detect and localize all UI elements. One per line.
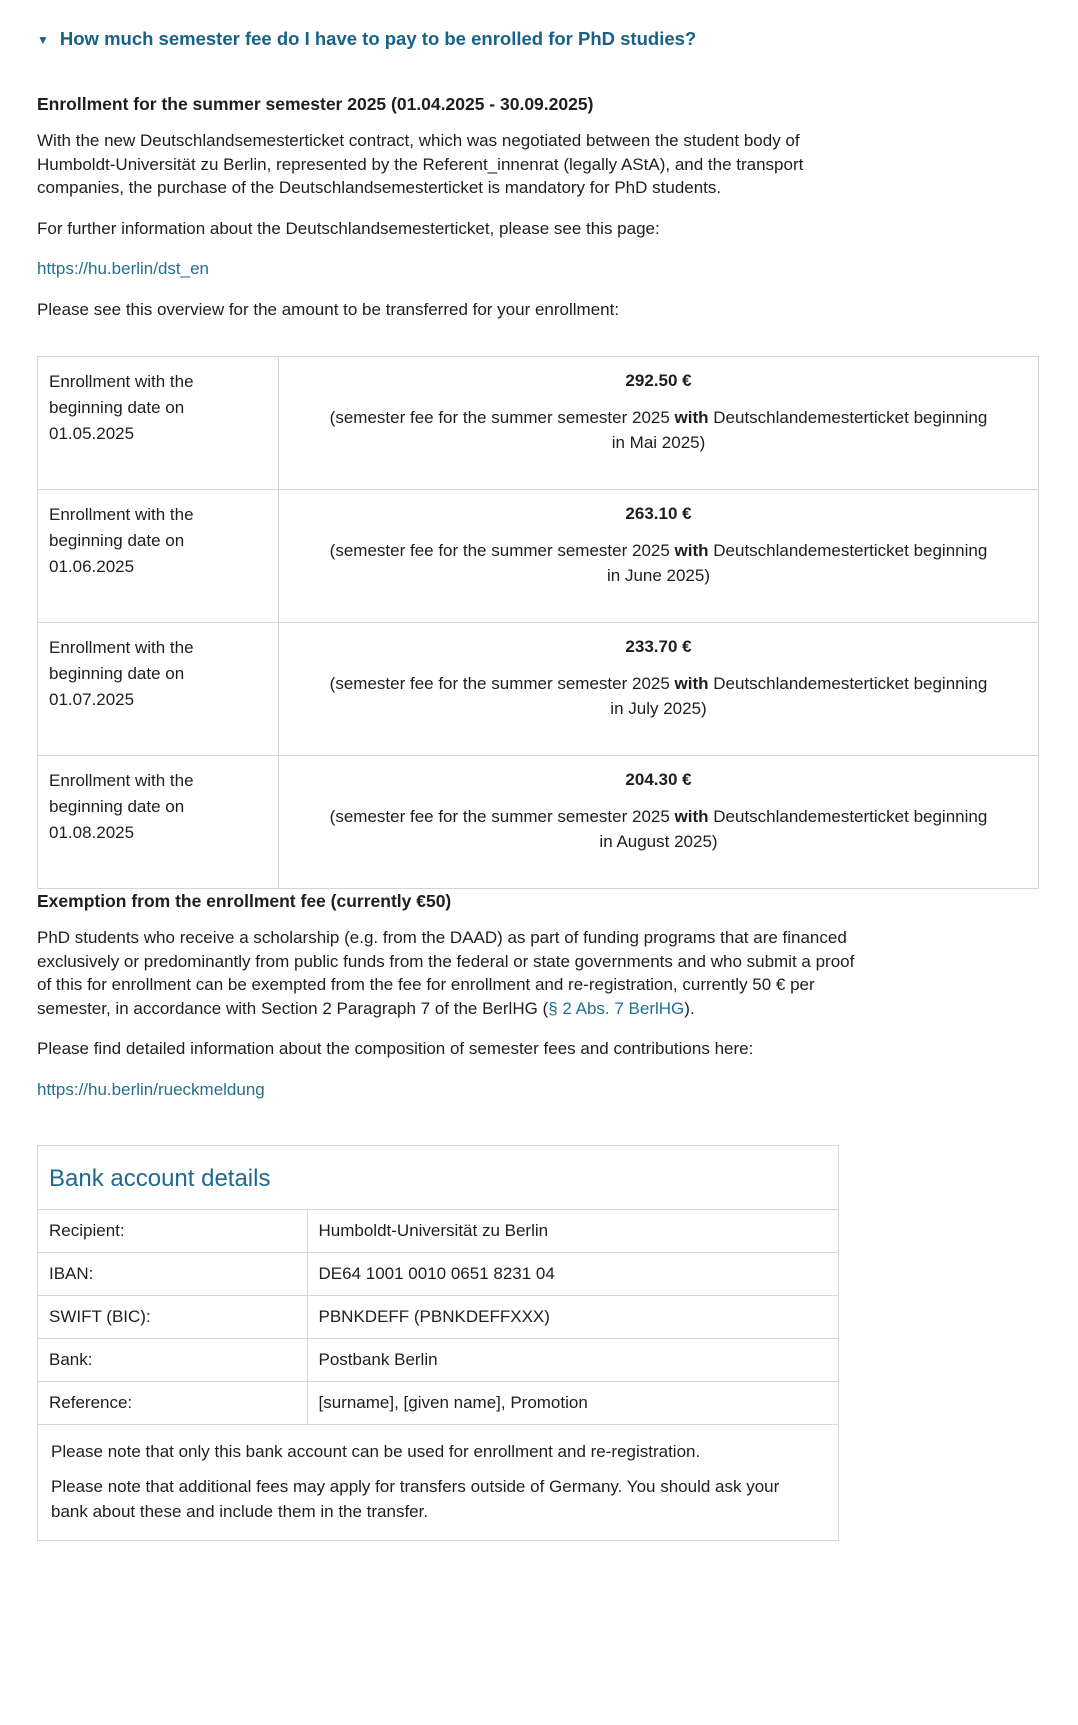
fee-table-row <box>38 490 1039 623</box>
bank-row-value: Postbank Berlin <box>307 1339 838 1382</box>
bank-row-value: Humboldt-Universität zu Berlin <box>307 1210 838 1253</box>
fee-table-row <box>38 357 1039 490</box>
enrollment-heading: Enrollment for the summer semester 2025 (01.04.2025 - 30.09.2025) <box>37 94 594 114</box>
fee-cell <box>279 756 1039 889</box>
bank-row-label: Recipient: <box>38 1210 307 1253</box>
fee-table-row <box>38 756 1039 889</box>
fee-amount: 204.30 € <box>625 770 692 789</box>
bank-table-row <box>38 1339 838 1382</box>
fee-description: (semester fee for the summer semester 2025 with Deutschlandemesterticket beginning in August 2025) <box>329 807 988 851</box>
berlhg-law-link[interactable]: § 2 Abs. 7 BerlHG <box>548 998 685 1018</box>
bank-note-account-only: Please note that only this bank account can be used for enrollment and re-registration. <box>51 1442 701 1461</box>
fee-cell <box>279 623 1039 756</box>
overview-intro-text: Please see this overview for the amount to be transferred for your enrollment: <box>37 299 620 319</box>
rueckmeldung-link[interactable]: https://hu.berlin/rueckmeldung <box>37 1079 265 1099</box>
bank-notes-row <box>38 1425 838 1541</box>
enrollment-date-cell: Enrollment with the beginning date on 01.08.2025 <box>38 756 279 889</box>
enrollment-intro-paragraph: With the new Deutschlandsemesterticket contract, which was negotiated between the student body of Humboldt-Universität zu Berlin, represented by the Referent_innenrat (legally AStA), and the transport companies, the purchase of the Deutschlandsemesterticket is mandatory for PhD students. <box>37 131 804 197</box>
fee-cell <box>279 490 1039 623</box>
composition-info-text: Please find detailed information about the composition of semester fees and contributions here: <box>37 1039 754 1058</box>
fee-description: (semester fee for the summer semester 2025 with Deutschlandemesterticket beginning in Mai 2025) <box>329 408 988 452</box>
bank-table-row <box>38 1296 838 1339</box>
fee-description: (semester fee for the summer semester 2025 with Deutschlandemesterticket beginning in July 2025) <box>329 674 988 718</box>
exemption-paragraph: PhD students who receive a scholarship (e.g. from the DAAD) as part of funding programs that are financed exclusively or predominantly from public funds from the federal or state governments and who submit a proof of this for enrollment can be exempted from the fee for enrollment and re-registration, currently 50 € per semester, in accordance with Section 2 Paragraph 7 of the BerlHG (§ 2 Abs. 7 BerlHG). <box>37 928 855 1018</box>
dst-ticket-link[interactable]: https://hu.berlin/dst_en <box>37 259 210 278</box>
bank-table-row <box>38 1382 838 1425</box>
enrollment-date-cell: Enrollment with the beginning date on 01.05.2025 <box>38 357 279 490</box>
bank-row-label: Reference: <box>38 1382 307 1425</box>
bank-row-value: DE64 1001 0010 0651 8231 04 <box>307 1253 838 1296</box>
composition-link-line <box>37 1078 1041 1102</box>
bank-account-heading: Bank account details <box>38 1146 838 1210</box>
exemption-heading: Exemption from the enrollment fee (currently €50) <box>37 891 452 911</box>
bank-row-label: IBAN: <box>38 1253 307 1296</box>
enrollment-date-cell: Enrollment with the beginning date on 01.07.2025 <box>38 623 279 756</box>
bank-row-label: SWIFT (BIC): <box>38 1296 307 1339</box>
further-info-link-line <box>37 257 1041 281</box>
bank-table-row <box>38 1210 838 1253</box>
further-info-text: For further information about the Deutschlandsemesterticket, please see this page: <box>37 218 660 238</box>
bank-row-value: [surname], [given name], Promotion <box>307 1382 838 1425</box>
fee-cell <box>279 357 1039 490</box>
fee-table-row <box>38 623 1039 756</box>
faq-accordion-header[interactable] <box>37 28 1041 50</box>
faq-question-text: How much semester fee do I have to pay to be enrolled for PhD studies? <box>59 28 697 49</box>
fee-amount: 292.50 € <box>625 371 692 390</box>
fee-amount: 263.10 € <box>625 504 692 523</box>
bank-row-label: Bank: <box>38 1339 307 1382</box>
fee-overview-table <box>37 356 1039 889</box>
bank-note-transfer-fees: Please note that additional fees may apply for transfers outside of Germany. You should ask your bank about these and include them in the transfer. <box>51 1477 780 1521</box>
bank-details-table <box>38 1210 838 1540</box>
collapse-triangle-icon: ▼ <box>37 33 49 47</box>
bank-table-row <box>38 1253 838 1296</box>
bank-notes-cell <box>38 1425 838 1541</box>
fee-amount: 233.70 € <box>625 637 692 656</box>
bank-row-value: PBNKDEFF (PBNKDEFFXXX) <box>307 1296 838 1339</box>
bank-account-box <box>37 1145 839 1541</box>
enrollment-date-cell: Enrollment with the beginning date on 01.06.2025 <box>38 490 279 623</box>
fee-description: (semester fee for the summer semester 2025 with Deutschlandemesterticket beginning in June 2025) <box>329 541 988 585</box>
